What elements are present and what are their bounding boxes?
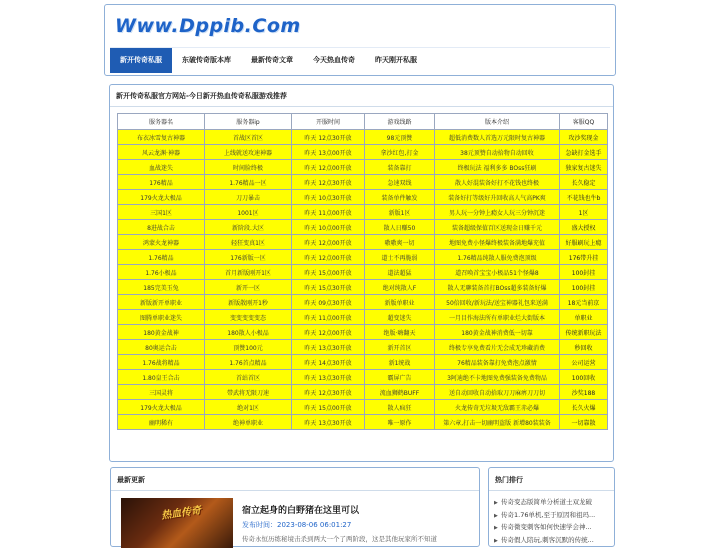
cell-server-ip: 1001区 [205, 205, 292, 220]
cell-server-name[interactable]: 80奥运合击 [118, 340, 205, 355]
cell-server-name[interactable]: 1.76战将精品 [118, 355, 205, 370]
cell-version-intro[interactable]: 终极玩法 福利多多 BOss狂刷 [435, 160, 560, 175]
table-row[interactable] [118, 385, 608, 400]
cell-service-qq: 急缺打金选手 [560, 145, 608, 160]
cell-server-name[interactable]: 1.80皇王合击 [118, 370, 205, 385]
cell-game-line: 唯一原作 [365, 415, 435, 430]
cell-game-line: 拿沙红包,打金 [365, 145, 435, 160]
cell-game-line: 新版单职业 [365, 295, 435, 310]
cell-service-qq: 好服刷玩上瘾 [560, 235, 608, 250]
cell-version-intro[interactable]: 76精品装备靠打免费泡点激情 [435, 355, 560, 370]
table-row[interactable] [118, 220, 608, 235]
cell-open-time: 昨天 13点30开放 [292, 415, 365, 430]
cell-service-qq: 一切靠散 [560, 415, 608, 430]
table-row[interactable] [118, 175, 608, 190]
hot-list [494, 496, 612, 546]
cell-service-qq: 公司运营 [560, 355, 608, 370]
cell-server-name[interactable]: 176精品 [118, 175, 205, 190]
post-title[interactable]: 宿立起身的白野猪在这里可以 [242, 506, 360, 516]
cell-game-line: 散人疯狂 [365, 400, 435, 415]
cell-server-ip: 180散人小极品 [205, 325, 292, 340]
col-header-intro: 版本介绍 [435, 114, 560, 130]
cell-server-ip: 新版散刚开1秒 [205, 295, 292, 310]
latest-updates-panel [110, 467, 480, 547]
server-rows [118, 130, 608, 430]
cell-open-time: 昨天 15点00开放 [292, 265, 365, 280]
cell-open-time: 昨天 13点30开放 [292, 370, 365, 385]
cell-version-intro[interactable]: 散人无聊装备首打BOss超多装备好爆 [435, 280, 560, 295]
cell-game-line: 新版1区 [365, 205, 435, 220]
cell-game-line: 嗷嗷爽一切 [365, 235, 435, 250]
site-header [104, 4, 616, 76]
hot-item[interactable] [494, 521, 612, 534]
cell-server-ip: 首月新版刚开1区 [205, 265, 292, 280]
cell-open-time: 昨天 12点30开放 [292, 130, 365, 145]
table-row[interactable] [118, 295, 608, 310]
cell-version-intro[interactable]: 一月目作海法所有单职业烂大街版本 [435, 310, 560, 325]
cell-server-ip: 绝对1区 [205, 400, 292, 415]
cell-server-ip: 新开一区 [205, 280, 292, 295]
cell-server-ip: 刀刀暴击 [205, 190, 292, 205]
cell-game-line: 流血狮鹤BUFF [365, 385, 435, 400]
cell-game-line: 霸屏广告 [365, 370, 435, 385]
cell-server-name[interactable]: 图腾单职业迷失 [118, 310, 205, 325]
hot-item[interactable] [494, 496, 612, 509]
cell-server-name[interactable]: 布衣冰雪复古神器 [118, 130, 205, 145]
nav-today-legend[interactable]: 今天热血传奇 [313, 55, 355, 64]
cell-server-name[interactable]: 风云龙渊·神器 [118, 145, 205, 160]
col-header-time: 开服时间 [292, 114, 365, 130]
panel-title: 最新更新 [117, 476, 145, 484]
cell-game-line: 道法超猛 [365, 265, 435, 280]
col-header-ip: 服务器ip [205, 114, 292, 130]
cell-server-ip: 新阶段.大区 [205, 220, 292, 235]
table-row[interactable] [118, 145, 608, 160]
cell-service-qq: 攻沙奖现金 [560, 130, 608, 145]
cell-service-qq: 不花钱也牛b [560, 190, 608, 205]
cell-service-qq: 长久稳定 [560, 175, 608, 190]
panel-title: 热门排行 [495, 476, 523, 484]
table-row[interactable] [118, 280, 608, 295]
cell-game-line: 装备靠打 [365, 160, 435, 175]
hot-item-label: 传奇变态版简单分析道士双龙破 [501, 498, 592, 506]
divider [489, 490, 614, 491]
cell-version-intro[interactable]: 超低消费数人首选万元限时复古神器 [435, 130, 560, 145]
cell-server-name[interactable]: 1.76小极品 [118, 265, 205, 280]
cell-server-name[interactable]: 179火龙大极品 [118, 190, 205, 205]
cell-game-line: 急速双线 [365, 175, 435, 190]
nav-version-library[interactable]: 东破传奇版本库 [182, 55, 231, 64]
table-row[interactable] [118, 310, 608, 325]
panel-title: 新开传奇私服官方网站-今日新开热血传奇私服游戏推荐 [116, 92, 287, 100]
cell-open-time: 昨天 13点30开放 [292, 340, 365, 355]
cell-open-time: 昨天 12点00开放 [292, 235, 365, 250]
cell-version-intro[interactable]: 道召唤首宝宝小极品51个怪爆8 [435, 265, 560, 280]
col-header-qq: 客服QQ [560, 114, 608, 130]
server-table [117, 113, 608, 430]
cell-open-time: 昨天 12点30开放 [292, 385, 365, 400]
cell-server-name[interactable]: 三国1区 [118, 205, 205, 220]
cell-game-line: 超变迷失 [365, 310, 435, 325]
cell-server-name[interactable]: 1.76精品 [118, 250, 205, 265]
cell-server-ip: 时间脸终极 [205, 160, 292, 175]
cell-open-time: 昨天 15点30开放 [292, 280, 365, 295]
cell-service-qq: 176带升挂 [560, 250, 608, 265]
cell-server-ip: 上线就送攻速神器 [205, 145, 292, 160]
cell-open-time: 昨天 10点00开放 [292, 220, 365, 235]
cell-version-intro[interactable]: 180黄金战神消费低一切靠 [435, 325, 560, 340]
cell-version-intro[interactable]: 50倍回收/新玩法/送宝神器礼包来送满 [435, 295, 560, 310]
main-nav [110, 47, 610, 72]
table-row[interactable] [118, 415, 608, 430]
server-list-panel [109, 84, 614, 462]
hot-ranking-panel [488, 467, 615, 547]
cell-server-ip: 轻狂变真1区 [205, 235, 292, 250]
thumbnail-logo-text: 热血传奇 [160, 505, 202, 522]
cell-open-time: 昨天 15点00开放 [292, 400, 365, 415]
cell-game-line: 绝版·嗨翻天 [365, 325, 435, 340]
cell-service-qq: 100封挂 [560, 280, 608, 295]
bullet-icon: ▶ [494, 537, 498, 544]
cell-server-ip: 1.76首点精品 [205, 355, 292, 370]
cell-game-line: 道士不再脆弱 [365, 250, 435, 265]
cell-version-intro[interactable]: 1.76精品纯散人服免费泡顶级 [435, 250, 560, 265]
divider [111, 490, 479, 491]
table-row[interactable] [118, 265, 608, 280]
cell-service-qq: 单职业 [560, 310, 608, 325]
cell-server-ip: 带武将无限刀速 [205, 385, 292, 400]
col-header-line: 游戏线路 [365, 114, 435, 130]
cell-server-name[interactable]: 三国灵将 [118, 385, 205, 400]
table-header-row [118, 114, 608, 130]
cell-service-qq: 长久火爆 [560, 400, 608, 415]
table-row[interactable] [118, 355, 608, 370]
nav-yesterday-servers[interactable]: 昨天刚开私服 [375, 55, 417, 64]
cell-version-intro[interactable]: 送自动回收自动拾取刀刀麻痹刀刀切 [435, 385, 560, 400]
post-date: 发布时间：2023-08-06 06:01:27 [242, 521, 352, 529]
cell-open-time: 昨天 11点00开放 [292, 205, 365, 220]
cell-server-ip: 1.76精品一区 [205, 175, 292, 190]
cell-server-name[interactable]: 179火龙大极品 [118, 400, 205, 415]
cell-server-ip: 绝神单职业 [205, 415, 292, 430]
table-row[interactable] [118, 340, 608, 355]
cell-service-qq: 盛大授权 [560, 220, 608, 235]
cell-server-name[interactable]: 血战迷失 [118, 160, 205, 175]
table-row[interactable] [118, 160, 608, 175]
site-logo[interactable]: Www.Dppib.Com [115, 15, 301, 37]
nav-new-servers[interactable]: 新开传奇私服 [110, 48, 172, 73]
cell-open-time: 昨天 09点30开放 [292, 295, 365, 310]
hot-item-label: 传奇假人陪玩,刺客沉默的传统... [501, 535, 594, 544]
cell-game-line: 散人日赚50 [365, 220, 435, 235]
table-row[interactable] [118, 190, 608, 205]
cell-server-name[interactable]: 8进战合击 [118, 220, 205, 235]
table-row[interactable] [118, 250, 608, 265]
cell-server-name[interactable]: 鸿蒙火龙神器 [118, 235, 205, 250]
cell-open-time: 昨天 10点30开放 [292, 190, 365, 205]
cell-version-intro[interactable]: 装备超级保值百区送现金日赚千元 [435, 220, 560, 235]
cell-service-qq: 100回收 [560, 370, 608, 385]
cell-server-name[interactable]: 180黄金战神 [118, 325, 205, 340]
cell-game-line: 98元顶赞 [365, 130, 435, 145]
cell-server-ip: 顶赞100元 [205, 340, 292, 355]
cell-service-qq: 传统新职玩法 [560, 325, 608, 340]
hot-item[interactable] [494, 534, 612, 547]
cell-service-qq: 独家复古迷失 [560, 160, 608, 175]
hot-item-label: 传奇1.76单机,至于原因和祖玛... [501, 510, 596, 519]
cell-server-name[interactable]: 185完美玉兔 [118, 280, 205, 295]
post-excerpt: 传奇永恒历练秘境击杀到两大一个了两阶段，这是其他玩家所不知道 [242, 535, 437, 543]
col-header-name: 服务器名 [118, 114, 205, 130]
cell-server-ip: 变变变变变态 [205, 310, 292, 325]
table-row[interactable] [118, 205, 608, 220]
divider [110, 106, 613, 107]
cell-service-qq: 沙奖188 [560, 385, 608, 400]
cell-open-time: 昨天 13点00开放 [292, 145, 365, 160]
cell-server-ip: 首站首区 [205, 370, 292, 385]
cell-open-time: 昨天 12点00开放 [292, 325, 365, 340]
cell-service-qq: 18元当前京 [560, 295, 608, 310]
table-row[interactable] [118, 130, 608, 145]
cell-server-name[interactable]: 新版新开单职业 [118, 295, 205, 310]
cell-version-intro[interactable]: 终极专享免费看片无会成无珍藏消费 [435, 340, 560, 355]
cell-version-intro[interactable]: 3阿迪绝不卡地图免费强装备免费物品 [435, 370, 560, 385]
table-row[interactable] [118, 235, 608, 250]
cell-version-intro[interactable]: 地图免费小怪爆终极装备满地爆充值 [435, 235, 560, 250]
cell-version-intro[interactable]: 男人玩一分钟上瘾女人玩三分钟沉迷 [435, 205, 560, 220]
post-thumbnail[interactable] [121, 498, 233, 548]
cell-open-time: 昨天 11点00开放 [292, 310, 365, 325]
table-row[interactable] [118, 325, 608, 340]
cell-server-ip: 首战区首区 [205, 130, 292, 145]
nav-latest-articles[interactable]: 最新传奇文章 [251, 55, 293, 64]
cell-version-intro[interactable]: 38元顶赞自动拾物自动回收 [435, 145, 560, 160]
bullet-icon: ▶ [494, 500, 498, 506]
table-row[interactable] [118, 400, 608, 415]
cell-version-intro[interactable]: 散人好混装备好打不花钱也终极 [435, 175, 560, 190]
cell-open-time: 昨天 12点00开放 [292, 250, 365, 265]
bullet-icon: ▶ [494, 525, 498, 531]
hot-item-label: 传奇微变刺客如何快速学会神... [501, 523, 592, 531]
cell-server-ip: 176新版一区 [205, 250, 292, 265]
cell-server-name[interactable]: 幽明稀有 [118, 415, 205, 430]
table-row[interactable] [118, 370, 608, 385]
cell-open-time: 昨天 12点30开放 [292, 175, 365, 190]
cell-service-qq: 秒回收 [560, 340, 608, 355]
bullet-icon: ▶ [494, 512, 498, 519]
cell-open-time: 昨天 14点30开放 [292, 355, 365, 370]
cell-service-qq: 100封挂 [560, 265, 608, 280]
cell-open-time: 昨天 12点00开放 [292, 160, 365, 175]
cell-game-line: 新1统战 [365, 355, 435, 370]
hot-item[interactable] [494, 509, 612, 522]
cell-game-line: 装备单件触发 [365, 190, 435, 205]
cell-version-intro[interactable]: 第六章,打击一切幽明盗版 新增80装装备 [435, 415, 560, 430]
cell-service-qq: 1区 [560, 205, 608, 220]
cell-game-line: 新开首区 [365, 340, 435, 355]
cell-version-intro[interactable]: 装备好打等级好升回收高人气高PK爽 [435, 190, 560, 205]
cell-version-intro[interactable]: 火龙传奇无垃圾无敌霸王赤必爆 [435, 400, 560, 415]
cell-game-line: 绝对纯散人F [365, 280, 435, 295]
